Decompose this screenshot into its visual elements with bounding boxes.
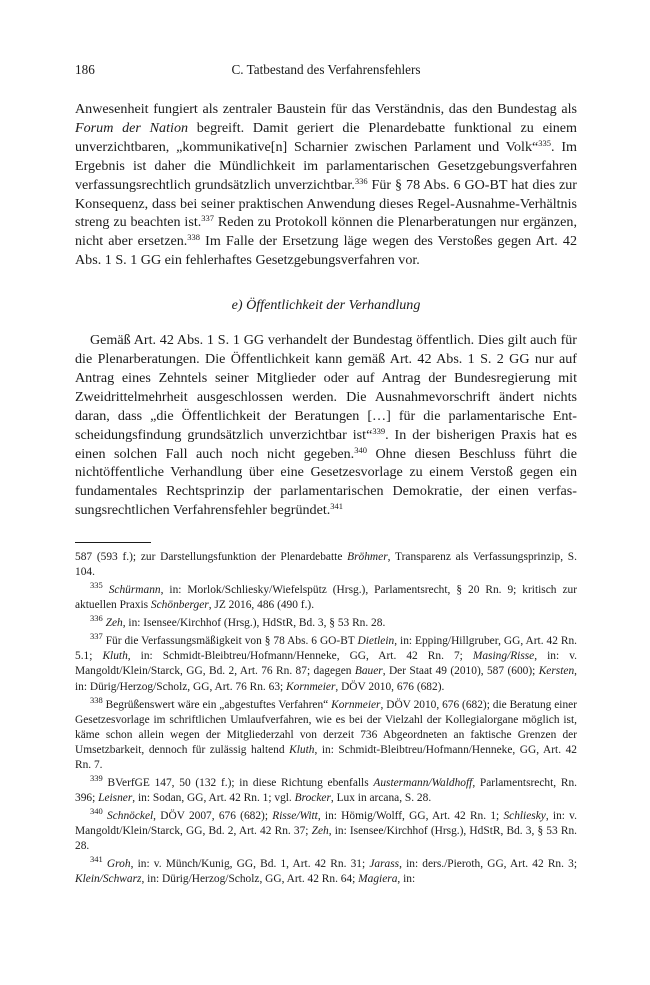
- author: Dietlein: [357, 635, 395, 648]
- footnote-continuation: [75, 550, 577, 580]
- text: , in: Schmidt-Bleibtreu/Hofmann/Henneke, GG, Art. 42 Rn. 7;: [127, 650, 473, 663]
- footnote-number: 338: [90, 694, 103, 705]
- author: Kersten: [538, 665, 575, 678]
- footnote-ref-336[interactable]: 336: [354, 175, 368, 186]
- text: begreift. Damit geriert die Plenardebatte funktional zu einem unverzichtbaren, „kommunikative[n] Scharnier zwischen Parlament und Volk“: [75, 119, 578, 155]
- author: Jarass: [369, 858, 400, 871]
- text: , in: Sodan, GG, Art. 42 Rn. 1; vgl.: [132, 791, 295, 804]
- footnote-ref-338[interactable]: 338: [187, 232, 201, 243]
- text: Im Falle der Ersetzung läge wegen des Verstoßes gegen Art. 42 Abs. 1 S. 1 GG ein fehlerhaftes Gesetzgebungsverfahren vor.: [75, 233, 578, 269]
- page-number: 186: [75, 62, 95, 77]
- author: Zeh: [311, 824, 329, 837]
- text: , in: Hömig/Wolff, GG, Art. 42 Rn. 1;: [317, 809, 504, 822]
- text: Für § 78 Abs. 6 GO-BT hat dies zur Konsequenz, dass bei seiner praktischen Anwendung dieses Regel-Ausnahme-Verhältnis streng zu beachten ist.: [75, 176, 577, 231]
- text: , in: Isensee/Kirchhof (Hrsg.), HdStR, Bd. 3, § 53 Rn. 28.: [122, 617, 386, 630]
- footnotes: [75, 550, 577, 887]
- text: . Im Ergebnis ist daher die Mündlichkeit im parlamentarischen Gesetzgebungsverfahren verfassungsrechtlich grundsätzlich unverzichtbar.: [75, 138, 577, 193]
- author: Schliesky: [503, 809, 546, 822]
- text: 587 (593 f.); zur Darstellungsfunktion der Plenardebatte: [75, 551, 348, 564]
- text: , Parlamentsrecht, Rn. 396;: [75, 776, 577, 804]
- author: Leisner: [98, 791, 133, 804]
- page-header: [75, 62, 577, 82]
- author: Schürmann: [108, 584, 161, 597]
- text: , DÖV 2007, 676 (682);: [153, 809, 273, 822]
- text: , JZ 2016, 486 (490 f.).: [208, 599, 315, 612]
- body-text: [75, 100, 577, 520]
- footnote-ref-339[interactable]: 339: [372, 425, 386, 436]
- author: Bauer: [354, 665, 383, 678]
- text: , DÖV 2010, 676 (682); die Beratung einer Gesetzesvorlage im schriftlichen Umlaufverfahren, wie es bei der Vielzahl der Kollegialorgane möglich ist, käme schon allein wegen der Mitgliederzahl von derzeit 736 Abgeordneten an faktische Grenzen der Umsetzbarkeit, dennoch für zulässig haltend: [75, 698, 577, 756]
- text: , in: v. Mangoldt/Klein/Starck, GG, Bd. 2, Art. 42 Rn. 37;: [75, 809, 577, 837]
- text: Begrüßenswert wäre ein „abgestuftes Verfahren“: [105, 698, 332, 711]
- footnote-335: [75, 580, 577, 613]
- text: , in: Dürig/Herzog/Scholz, GG, Art. 76 Rn. 63;: [75, 665, 577, 693]
- footnote-336: [75, 613, 577, 631]
- author: Austermann/Waldhoff: [373, 776, 473, 789]
- text: , in: v. Münch/Kunig, GG, Bd. 1, Art. 42 Rn. 31;: [130, 858, 370, 871]
- footnote-ref-341[interactable]: 341: [330, 501, 344, 512]
- author: Risse/Witt: [272, 809, 318, 822]
- author: Kluth: [102, 650, 128, 663]
- text: , in: Dürig/Herzog/Scholz, GG, Art. 42 Rn. 64;: [141, 873, 359, 886]
- footnote-number: 336: [90, 613, 103, 624]
- author: Kluth: [289, 743, 315, 756]
- text: , Der Staat 49 (2010), 587 (600);: [382, 665, 539, 678]
- text: . In der bisherigen Praxis hat es einen solchen Fall auch noch nicht gegeben.: [75, 426, 577, 462]
- text: , in: Isensee/Kirchhof (Hrsg.), HdStR, Bd. 3, § 53 Rn. 28.: [75, 824, 577, 852]
- footnote-ref-335[interactable]: 335: [538, 137, 552, 148]
- text: , in: Morlok/Schliesky/Wiefelspütz (Hrsg.), Parlamentsrecht, § 20 Rn. 9; kritisch zur aktuellen Praxis: [75, 584, 577, 612]
- author: Klein/Schwarz: [75, 873, 142, 886]
- book-page: [75, 62, 577, 890]
- text: , Transparenz als Verfassungsprinzip, S. 104.: [75, 551, 577, 579]
- author: Magiera: [358, 873, 398, 886]
- footnote-number: 339: [90, 772, 103, 783]
- author: Schnöckel: [107, 809, 154, 822]
- text: Für die Verfassungsmäßigkeit von § 78 Abs. 6 GO-BT: [105, 635, 358, 648]
- text: Reden zu Protokoll können die Plenarberatungen nur ergänzen, nicht aber ersetzen.: [75, 214, 577, 250]
- text: BVerfGE 147, 50 (132 f.); in diese Richtung ebenfalls: [107, 776, 374, 789]
- footnote-ref-337[interactable]: 337: [201, 213, 215, 224]
- text: , DÖV 2010, 676 (682).: [335, 680, 445, 693]
- footnote-number: 337: [90, 631, 103, 642]
- text: , in: Epping/Hillgruber, GG, Art. 42 Rn. 5.1;: [75, 635, 577, 663]
- author: Brocker: [294, 791, 331, 804]
- footnote-340: [75, 805, 577, 854]
- text: , in: Schmidt-Bleibtreu/Hofmann/Henneke, GG, Art. 42 Rn. 7.: [75, 743, 577, 771]
- author: Masing/Risse: [472, 650, 535, 663]
- text: Gemäß Art. 42 Abs. 1 S. 1 GG verhandelt der Bundestag öffentlich. Dies gilt auch für die Plenarberatungen. Die Öffentlichkeit kann gemäß Art. 42 Abs. 1 S. 2 GG nur auf Antrag eines Zehntels seiner Mitglieder oder auf Antrag der Bundesregierung mit Zweidrittelmehrheit ausgeschlossen werden. Die Ausnahmevorschrift ändert nichts daran, dass „die Öffentlichkeit der Beratungen […] für die parlamentarische Entscheidungsfindung grundsätzlich unverzichtbar ist“: [75, 332, 577, 443]
- text: Ohne diesen Beschluss führt die nichtöffentliche Verhandlung über eine Gesetzesvorlage zu einem Verstoß gegen ein fundamentales Rechtsprinzip der parlamentarischen Demokratie, der einen verfassungsrechtlichen Verfahrensfehler begründet.: [75, 445, 577, 519]
- running-title: C. Tatbestand des Verfahrensfehlers: [231, 62, 421, 77]
- footnote-337: [75, 631, 577, 694]
- text: , in: v. Mangoldt/Klein/Starck, GG, Bd. 2, Art. 76 Rn. 87; dagegen: [75, 650, 577, 678]
- footnote-number: 335: [90, 580, 103, 591]
- paragraph-1: [75, 100, 577, 270]
- footnote-ref-340[interactable]: 340: [354, 444, 367, 455]
- author: Kornmeier: [331, 698, 381, 711]
- author: Schönberger: [150, 599, 209, 612]
- author: Zeh: [105, 617, 123, 630]
- text: , in: ders./Pieroth, GG, Art. 42 Rn. 3;: [399, 858, 577, 871]
- footnote-divider: [75, 542, 151, 543]
- footnote-number: 341: [90, 854, 103, 865]
- text: , in:: [397, 873, 416, 886]
- footnote-338: [75, 694, 577, 773]
- author: Bröhmer: [347, 551, 388, 564]
- text: , Lux in arcana, S. 28.: [330, 791, 432, 804]
- footnote-number: 340: [90, 805, 103, 816]
- text: Anwesenheit fungiert als zentraler Baustein für das Verständnis, das den Bundestag als: [75, 101, 577, 117]
- author: Groh: [106, 858, 131, 871]
- section-heading: e) Öffentlichkeit der Verhandlung: [231, 297, 421, 314]
- footnote-339: [75, 772, 577, 806]
- emphasis: Forum der Nation: [75, 119, 189, 136]
- paragraph-2: [75, 331, 577, 520]
- author: Kornmeier: [286, 680, 336, 693]
- footnote-341: [75, 854, 577, 887]
